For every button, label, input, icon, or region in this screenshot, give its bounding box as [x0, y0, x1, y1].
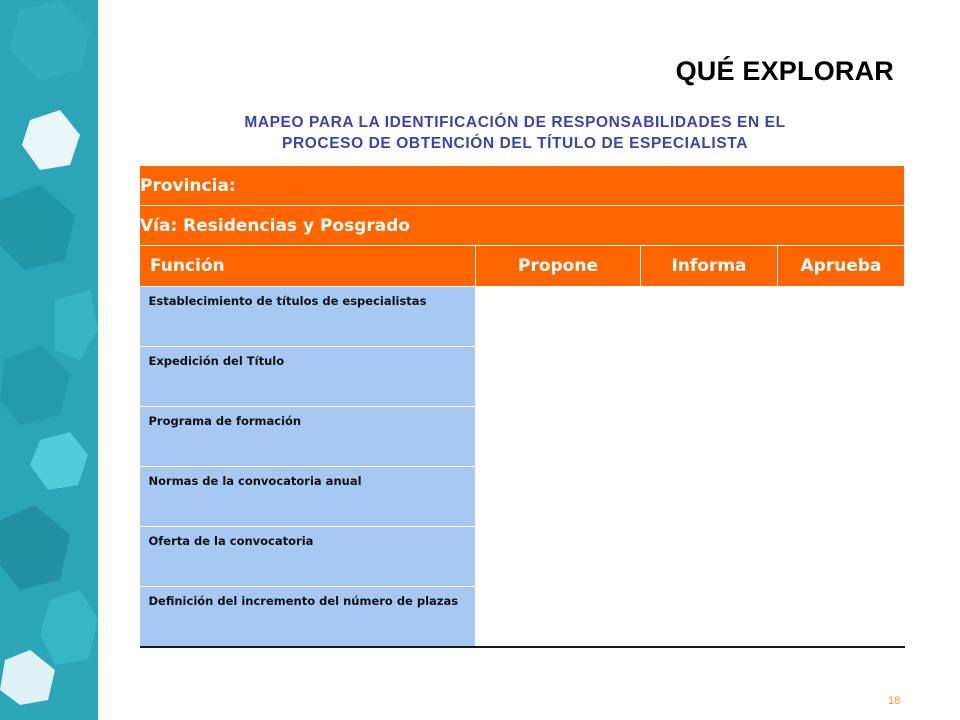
table-row [140, 287, 905, 347]
table-row [140, 347, 905, 407]
table-row [140, 527, 905, 587]
row-label: Normas de la convocatoria anual [140, 467, 476, 527]
responsibility-table [139, 165, 905, 648]
cell-informa[interactable] [641, 467, 778, 527]
cell-propone[interactable] [476, 527, 641, 587]
table-row [140, 467, 905, 527]
cell-informa[interactable] [641, 287, 778, 347]
row-label: Expedición del Título [140, 347, 476, 407]
table-row [140, 407, 905, 467]
cell-aprueba[interactable] [778, 407, 905, 467]
hexagon-pattern [0, 0, 98, 720]
subtitle-line-2: PROCESO DE OBTENCIÓN DEL TÍTULO DE ESPECIALISTA [282, 135, 748, 152]
header-propone: Propone [476, 246, 641, 287]
via-row: Vía: Residencias y Posgrado [140, 206, 905, 246]
cell-propone[interactable] [476, 287, 641, 347]
header-informa: Informa [641, 246, 778, 287]
slide-subtitle [140, 112, 890, 154]
cell-informa[interactable] [641, 407, 778, 467]
cell-informa[interactable] [641, 587, 778, 648]
cell-aprueba[interactable] [778, 347, 905, 407]
subtitle-line-1: MAPEO PARA LA IDENTIFICACIÓN DE RESPONSABILIDADES EN EL [244, 114, 786, 131]
cell-aprueba[interactable] [778, 467, 905, 527]
cell-informa[interactable] [641, 347, 778, 407]
header-aprueba: Aprueba [778, 246, 905, 287]
row-label: Oferta de la convocatoria [140, 527, 476, 587]
table-row [140, 587, 905, 648]
cell-propone[interactable] [476, 587, 641, 648]
row-label: Establecimiento de títulos de especialistas [140, 287, 476, 347]
decorative-side-band [0, 0, 98, 720]
provincia-row: Provincia: [140, 166, 905, 206]
row-label: Programa de formación [140, 407, 476, 467]
cell-informa[interactable] [641, 527, 778, 587]
cell-propone[interactable] [476, 407, 641, 467]
slide-title: QUÉ EXPLORAR [675, 56, 894, 86]
cell-propone[interactable] [476, 347, 641, 407]
cell-aprueba[interactable] [778, 587, 905, 648]
header-funcion: Función [140, 246, 476, 287]
page-number: 18 [888, 695, 901, 707]
cell-aprueba[interactable] [778, 287, 905, 347]
row-label: Definición del incremento del número de plazas [140, 587, 476, 648]
cell-propone[interactable] [476, 467, 641, 527]
cell-aprueba[interactable] [778, 527, 905, 587]
